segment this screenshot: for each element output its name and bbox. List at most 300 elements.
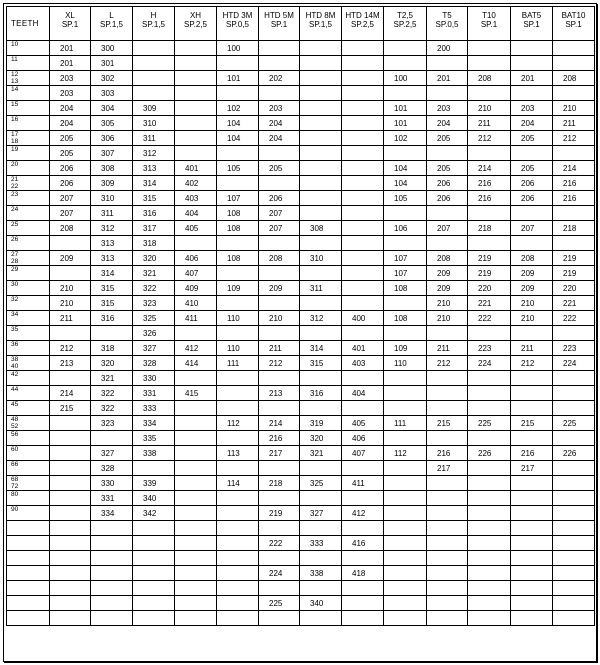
code-cell bbox=[468, 401, 511, 416]
teeth-value: 44 bbox=[11, 386, 19, 393]
code-cell bbox=[384, 431, 427, 446]
teeth-cell bbox=[7, 431, 50, 446]
code-cell bbox=[553, 386, 595, 401]
code-cell bbox=[300, 86, 342, 101]
teeth-value: 12 bbox=[11, 71, 19, 78]
code-cell bbox=[133, 536, 175, 551]
code-cell bbox=[175, 56, 217, 71]
teeth-cell bbox=[7, 71, 50, 86]
code-cell: 311 bbox=[133, 131, 175, 146]
header-pitch: SP.1 bbox=[523, 20, 540, 29]
code-cell bbox=[217, 611, 259, 626]
code-cell: 315 bbox=[91, 296, 133, 311]
code-cell bbox=[300, 521, 342, 536]
code-cell bbox=[384, 41, 427, 56]
code-cell bbox=[342, 86, 384, 101]
code-cell bbox=[553, 506, 595, 521]
code-cell bbox=[342, 161, 384, 176]
table-row bbox=[7, 266, 595, 281]
header-label: XL bbox=[65, 11, 75, 20]
code-cell bbox=[342, 101, 384, 116]
teeth-cell bbox=[7, 446, 50, 461]
code-cell bbox=[468, 461, 511, 476]
code-cell bbox=[427, 521, 468, 536]
code-cell bbox=[468, 581, 511, 596]
table-row bbox=[7, 581, 595, 596]
code-cell: 320 bbox=[133, 251, 175, 266]
code-cell bbox=[217, 236, 259, 251]
code-cell: 221 bbox=[553, 296, 595, 311]
code-cell bbox=[427, 566, 468, 581]
code-cell: 104 bbox=[384, 161, 427, 176]
code-cell bbox=[259, 521, 300, 536]
code-cell bbox=[175, 536, 217, 551]
code-cell bbox=[300, 176, 342, 191]
code-cell: 213 bbox=[259, 386, 300, 401]
code-cell: 208 bbox=[259, 251, 300, 266]
code-cell bbox=[217, 551, 259, 566]
code-cell: 302 bbox=[91, 71, 133, 86]
header-label: L bbox=[109, 11, 114, 20]
code-cell: 212 bbox=[553, 131, 595, 146]
teeth-cell bbox=[7, 521, 50, 536]
teeth-value-secondary: 18 bbox=[11, 138, 19, 145]
code-cell bbox=[384, 371, 427, 386]
header-column bbox=[91, 7, 133, 41]
code-cell bbox=[342, 596, 384, 611]
table-row bbox=[7, 326, 595, 341]
code-cell bbox=[468, 236, 511, 251]
code-cell: 312 bbox=[300, 311, 342, 326]
table-row bbox=[7, 191, 595, 206]
code-cell: 206 bbox=[259, 191, 300, 206]
code-cell bbox=[259, 401, 300, 416]
teeth-value: 48 bbox=[11, 416, 19, 423]
teeth-value-secondary: 72 bbox=[11, 483, 19, 490]
code-cell bbox=[175, 446, 217, 461]
code-cell bbox=[50, 266, 91, 281]
teeth-cell bbox=[7, 296, 50, 311]
code-cell bbox=[468, 521, 511, 536]
teeth-value: 60 bbox=[11, 446, 19, 453]
code-cell: 208 bbox=[468, 71, 511, 86]
code-cell bbox=[553, 56, 595, 71]
header-column bbox=[300, 7, 342, 41]
code-cell: 206 bbox=[50, 176, 91, 191]
code-cell: 104 bbox=[384, 176, 427, 191]
code-cell: 319 bbox=[300, 416, 342, 431]
code-cell bbox=[384, 566, 427, 581]
code-cell bbox=[342, 146, 384, 161]
code-cell: 214 bbox=[553, 161, 595, 176]
code-cell: 335 bbox=[133, 431, 175, 446]
code-cell bbox=[50, 416, 91, 431]
code-cell bbox=[175, 491, 217, 506]
code-cell bbox=[175, 101, 217, 116]
table-row bbox=[7, 296, 595, 311]
code-cell: 209 bbox=[259, 281, 300, 296]
code-cell: 107 bbox=[217, 191, 259, 206]
code-cell bbox=[468, 491, 511, 506]
code-cell bbox=[175, 86, 217, 101]
table-row bbox=[7, 566, 595, 581]
code-cell bbox=[91, 551, 133, 566]
code-cell: 211 bbox=[511, 341, 553, 356]
code-cell: 320 bbox=[300, 431, 342, 446]
code-cell: 205 bbox=[427, 131, 468, 146]
table-row bbox=[7, 401, 595, 416]
code-cell: 201 bbox=[50, 41, 91, 56]
code-cell bbox=[427, 596, 468, 611]
code-cell bbox=[91, 326, 133, 341]
table-row bbox=[7, 461, 595, 476]
code-cell bbox=[342, 296, 384, 311]
code-cell: 320 bbox=[91, 356, 133, 371]
code-cell bbox=[342, 611, 384, 626]
teeth-value: 16 bbox=[11, 116, 19, 123]
code-cell: 209 bbox=[50, 251, 91, 266]
code-cell: 204 bbox=[259, 131, 300, 146]
table-row bbox=[7, 386, 595, 401]
code-cell bbox=[342, 236, 384, 251]
teeth-value-secondary: 28 bbox=[11, 258, 19, 265]
code-cell: 216 bbox=[553, 191, 595, 206]
code-cell bbox=[511, 596, 553, 611]
code-cell bbox=[300, 131, 342, 146]
header-column bbox=[553, 7, 595, 41]
teeth-cell bbox=[7, 221, 50, 236]
code-cell: 204 bbox=[50, 101, 91, 116]
code-cell: 210 bbox=[50, 296, 91, 311]
header-label: T10 bbox=[482, 11, 496, 20]
code-cell bbox=[259, 266, 300, 281]
teeth-value: 23 bbox=[11, 191, 19, 198]
code-cell: 331 bbox=[91, 491, 133, 506]
code-cell bbox=[91, 596, 133, 611]
code-cell bbox=[217, 401, 259, 416]
code-cell: 321 bbox=[91, 371, 133, 386]
teeth-cell bbox=[7, 251, 50, 266]
code-cell bbox=[468, 566, 511, 581]
code-cell: 204 bbox=[427, 116, 468, 131]
code-cell: 114 bbox=[217, 476, 259, 491]
code-cell: 201 bbox=[50, 56, 91, 71]
code-cell bbox=[468, 536, 511, 551]
code-cell bbox=[217, 521, 259, 536]
code-cell bbox=[553, 206, 595, 221]
code-cell: 204 bbox=[259, 116, 300, 131]
code-cell: 206 bbox=[511, 176, 553, 191]
code-cell bbox=[217, 56, 259, 71]
table-row bbox=[7, 101, 595, 116]
header-label: HTD 14M bbox=[345, 11, 380, 20]
code-cell: 310 bbox=[91, 191, 133, 206]
code-cell: 316 bbox=[91, 311, 133, 326]
code-cell: 224 bbox=[259, 566, 300, 581]
code-cell bbox=[427, 326, 468, 341]
code-cell: 209 bbox=[511, 266, 553, 281]
header-label: TEETH bbox=[11, 19, 39, 28]
code-cell: 212 bbox=[468, 131, 511, 146]
code-cell bbox=[259, 371, 300, 386]
teeth-value-secondary: 40 bbox=[11, 363, 19, 370]
code-cell bbox=[553, 581, 595, 596]
code-cell bbox=[468, 611, 511, 626]
code-cell bbox=[133, 551, 175, 566]
code-cell bbox=[133, 461, 175, 476]
code-cell: 224 bbox=[468, 356, 511, 371]
code-cell: 108 bbox=[217, 251, 259, 266]
code-cell: 206 bbox=[50, 161, 91, 176]
code-cell: 330 bbox=[133, 371, 175, 386]
code-cell bbox=[342, 251, 384, 266]
code-cell: 218 bbox=[259, 476, 300, 491]
code-cell: 225 bbox=[468, 416, 511, 431]
code-cell bbox=[300, 266, 342, 281]
teeth-value: 66 bbox=[11, 461, 19, 468]
code-cell: 200 bbox=[427, 41, 468, 56]
code-cell bbox=[342, 281, 384, 296]
code-cell: 333 bbox=[300, 536, 342, 551]
code-cell: 402 bbox=[175, 176, 217, 191]
table-row bbox=[7, 206, 595, 221]
code-cell bbox=[342, 326, 384, 341]
teeth-cell bbox=[7, 146, 50, 161]
code-cell bbox=[133, 86, 175, 101]
code-cell bbox=[91, 611, 133, 626]
header-pitch: SP.0,5 bbox=[226, 20, 249, 29]
code-cell: 405 bbox=[342, 416, 384, 431]
code-cell bbox=[511, 56, 553, 71]
table-row bbox=[7, 341, 595, 356]
code-cell: 316 bbox=[300, 386, 342, 401]
code-cell: 226 bbox=[468, 446, 511, 461]
code-cell: 323 bbox=[133, 296, 175, 311]
code-cell: 315 bbox=[133, 191, 175, 206]
code-cell: 108 bbox=[217, 221, 259, 236]
code-cell: 210 bbox=[468, 101, 511, 116]
code-cell bbox=[342, 191, 384, 206]
code-cell bbox=[427, 506, 468, 521]
code-cell: 327 bbox=[133, 341, 175, 356]
teeth-cell bbox=[7, 101, 50, 116]
code-cell bbox=[384, 491, 427, 506]
code-cell: 327 bbox=[91, 446, 133, 461]
teeth-cell bbox=[7, 326, 50, 341]
code-cell: 312 bbox=[133, 146, 175, 161]
code-cell bbox=[300, 146, 342, 161]
code-cell bbox=[511, 146, 553, 161]
code-cell bbox=[259, 56, 300, 71]
table-row bbox=[7, 506, 595, 521]
code-cell: 209 bbox=[427, 266, 468, 281]
code-cell: 208 bbox=[511, 251, 553, 266]
teeth-value: 21 bbox=[11, 176, 19, 183]
code-cell: 219 bbox=[259, 506, 300, 521]
code-cell: 403 bbox=[342, 356, 384, 371]
code-cell: 207 bbox=[259, 206, 300, 221]
code-cell bbox=[468, 206, 511, 221]
code-cell: 316 bbox=[133, 206, 175, 221]
code-cell: 218 bbox=[468, 221, 511, 236]
code-cell bbox=[133, 566, 175, 581]
teeth-value: 29 bbox=[11, 266, 19, 273]
code-cell bbox=[133, 596, 175, 611]
code-cell: 331 bbox=[133, 386, 175, 401]
teeth-cell bbox=[7, 371, 50, 386]
code-cell: 211 bbox=[259, 341, 300, 356]
header-label: BAT5 bbox=[521, 11, 542, 20]
code-cell bbox=[300, 101, 342, 116]
code-cell: 204 bbox=[511, 116, 553, 131]
code-cell: 203 bbox=[427, 101, 468, 116]
code-cell: 111 bbox=[217, 356, 259, 371]
pulley-code-table bbox=[6, 6, 595, 626]
code-cell: 219 bbox=[553, 266, 595, 281]
code-cell bbox=[427, 146, 468, 161]
code-cell: 113 bbox=[217, 446, 259, 461]
code-cell bbox=[342, 491, 384, 506]
code-cell bbox=[259, 86, 300, 101]
code-cell bbox=[511, 86, 553, 101]
teeth-cell bbox=[7, 416, 50, 431]
code-cell: 101 bbox=[217, 71, 259, 86]
code-cell bbox=[342, 266, 384, 281]
code-cell bbox=[511, 611, 553, 626]
code-cell bbox=[553, 491, 595, 506]
teeth-cell bbox=[7, 281, 50, 296]
code-cell bbox=[217, 596, 259, 611]
code-cell: 108 bbox=[217, 206, 259, 221]
code-cell: 310 bbox=[300, 251, 342, 266]
code-cell bbox=[427, 386, 468, 401]
code-cell bbox=[50, 236, 91, 251]
teeth-value: 90 bbox=[11, 506, 19, 513]
code-cell: 300 bbox=[91, 41, 133, 56]
code-cell: 105 bbox=[384, 191, 427, 206]
teeth-cell bbox=[7, 401, 50, 416]
code-cell: 314 bbox=[300, 341, 342, 356]
code-cell bbox=[427, 611, 468, 626]
code-cell bbox=[427, 581, 468, 596]
code-cell: 223 bbox=[553, 341, 595, 356]
teeth-cell bbox=[7, 551, 50, 566]
teeth-cell bbox=[7, 341, 50, 356]
code-cell: 100 bbox=[384, 71, 427, 86]
table-row bbox=[7, 416, 595, 431]
code-cell: 314 bbox=[91, 266, 133, 281]
code-cell: 207 bbox=[50, 191, 91, 206]
header-pitch: SP.1 bbox=[61, 20, 79, 29]
table-row bbox=[7, 161, 595, 176]
teeth-cell bbox=[7, 611, 50, 626]
code-cell: 334 bbox=[91, 506, 133, 521]
code-cell bbox=[133, 56, 175, 71]
code-cell bbox=[342, 56, 384, 71]
code-cell bbox=[511, 536, 553, 551]
code-cell: 205 bbox=[259, 161, 300, 176]
code-cell: 209 bbox=[511, 281, 553, 296]
code-cell: 111 bbox=[384, 416, 427, 431]
code-cell: 211 bbox=[427, 341, 468, 356]
code-cell: 209 bbox=[427, 281, 468, 296]
code-cell: 315 bbox=[91, 281, 133, 296]
code-cell bbox=[384, 401, 427, 416]
code-cell bbox=[427, 236, 468, 251]
code-cell: 104 bbox=[217, 116, 259, 131]
code-cell: 206 bbox=[427, 176, 468, 191]
code-cell: 104 bbox=[217, 131, 259, 146]
code-cell bbox=[342, 116, 384, 131]
code-cell: 226 bbox=[553, 446, 595, 461]
code-cell: 210 bbox=[259, 311, 300, 326]
code-cell: 404 bbox=[175, 206, 217, 221]
code-cell: 325 bbox=[133, 311, 175, 326]
code-cell: 403 bbox=[175, 191, 217, 206]
code-cell bbox=[342, 131, 384, 146]
code-cell bbox=[175, 611, 217, 626]
teeth-value: 36 bbox=[11, 341, 19, 348]
code-cell: 210 bbox=[511, 311, 553, 326]
table-row bbox=[7, 71, 595, 86]
teeth-value: 42 bbox=[11, 371, 19, 378]
teeth-cell bbox=[7, 116, 50, 131]
table-body bbox=[7, 41, 595, 626]
code-cell: 215 bbox=[427, 416, 468, 431]
code-cell bbox=[259, 326, 300, 341]
code-cell bbox=[217, 386, 259, 401]
header-label: T2,5 bbox=[396, 11, 413, 20]
code-cell bbox=[511, 206, 553, 221]
code-cell: 321 bbox=[300, 446, 342, 461]
code-cell: 412 bbox=[342, 506, 384, 521]
code-cell: 405 bbox=[175, 221, 217, 236]
code-cell: 110 bbox=[217, 341, 259, 356]
code-cell: 101 bbox=[384, 116, 427, 131]
teeth-cell bbox=[7, 206, 50, 221]
code-cell bbox=[175, 416, 217, 431]
teeth-cell bbox=[7, 176, 50, 191]
table-row bbox=[7, 236, 595, 251]
code-cell: 401 bbox=[175, 161, 217, 176]
code-cell bbox=[259, 146, 300, 161]
header-label: BAT10 bbox=[561, 11, 586, 20]
code-cell bbox=[175, 131, 217, 146]
code-cell: 207 bbox=[427, 221, 468, 236]
header-label: HTD 3M bbox=[222, 11, 253, 20]
teeth-value: 38 bbox=[11, 356, 19, 363]
code-cell: 219 bbox=[553, 251, 595, 266]
code-cell bbox=[342, 41, 384, 56]
code-cell: 313 bbox=[133, 161, 175, 176]
code-cell: 214 bbox=[468, 161, 511, 176]
header-column bbox=[511, 7, 553, 41]
code-cell bbox=[217, 86, 259, 101]
table-row bbox=[7, 251, 595, 266]
code-cell bbox=[259, 176, 300, 191]
code-cell: 222 bbox=[553, 311, 595, 326]
code-cell bbox=[91, 566, 133, 581]
code-cell bbox=[175, 431, 217, 446]
code-cell bbox=[217, 491, 259, 506]
header-column bbox=[342, 7, 384, 41]
teeth-value: 11 bbox=[11, 56, 18, 63]
header-pitch: SP.1,5 bbox=[100, 20, 123, 29]
code-cell bbox=[384, 476, 427, 491]
code-cell bbox=[511, 506, 553, 521]
code-cell bbox=[91, 581, 133, 596]
code-cell bbox=[342, 551, 384, 566]
